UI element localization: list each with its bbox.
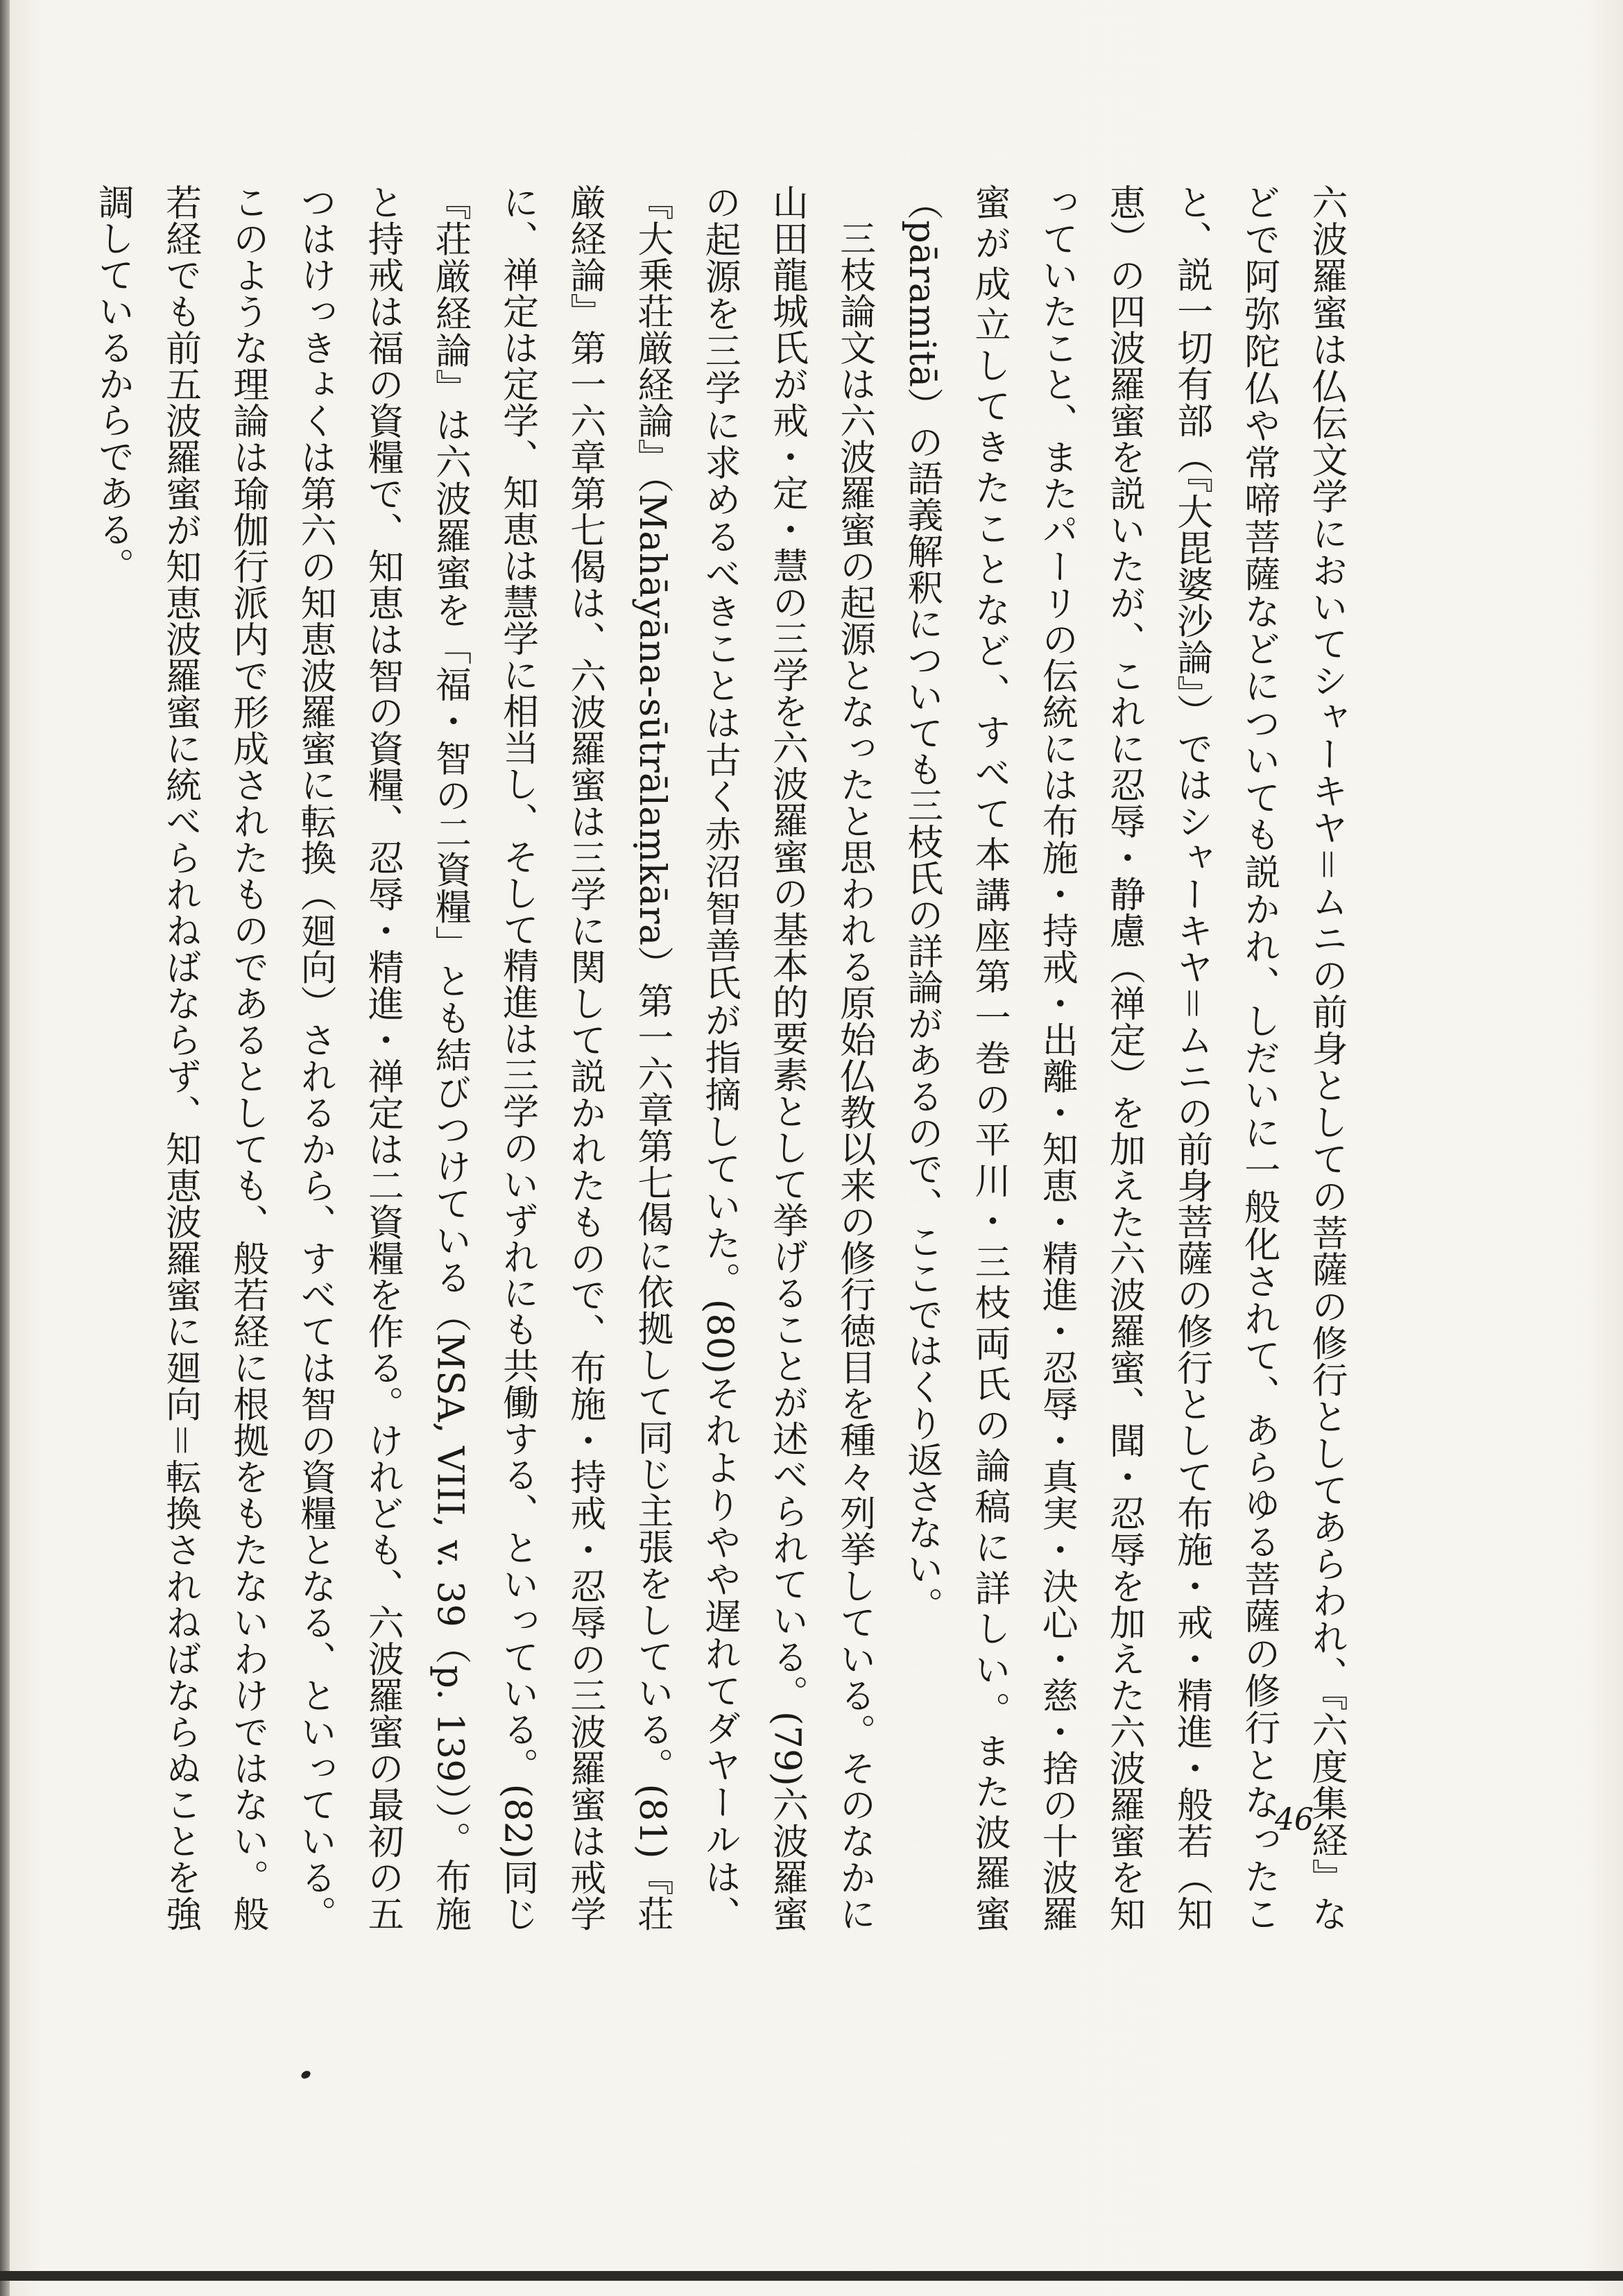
vertical-text-block bbox=[78, 184, 1359, 1932]
ink-speck bbox=[300, 2069, 311, 2080]
page-number: 46 bbox=[1275, 1802, 1314, 1837]
binding-shadow bbox=[0, 0, 10, 2296]
paragraph-1: 六波羅蜜は仏伝文学においてシャーキヤ＝ムニの前身としての菩薩の修行としてあらわれ、『六度集経』などで阿弥陀仏や常啼菩薩などについても説かれ、しだいに一般化されて、あらゆる菩薩の修行となったこと、説一切有部（『大毘婆沙論』）ではシャーキヤ＝ムニの前身菩薩の修行として布施・戒・精進・般若（知恵）の四波羅蜜を説いたが、これに忍辱・静慮（禅定）を加えた六波羅蜜、聞・忍辱を加えた六波羅蜜を知っていたこと、またパーリの伝統には布施・持戒・出離・知恵・精進・忍辱・真実・決心・慈・捨の十波羅蜜が成立してきたことなど、すべて本講座第一巻の平川・三枝両氏の論稿に詳しい。また波羅蜜（pāramitā）の語義解釈についても三枝氏の詳論があるので、ここではくり返さない。 bbox=[900, 184, 1347, 1932]
scan-bottom-edge bbox=[0, 2271, 1623, 2281]
paragraph-2: 三枝論文は六波羅蜜の起源となったと思われる原始仏教以来の修行徳目を種々列挙している。そのなかに山田龍城氏が戒・定・慧の三学を六波羅蜜の基本的要素として挙げることが述べられている。(79)六波羅蜜の起源を三学に求めるべきことは古く赤沼智善氏が指摘していた。(80)それよりやや遅れてダヤールは、『大乗荘厳経論』（Mahāyāna-sūtrālaṃkāra）第一六章第七偈に依拠して同じ主張をしている。(81)『荘厳経論』第一六章第七偈は、六波羅蜜は三学に関して説かれたもので、布施・持戒・忍辱の三波羅蜜は戒学に、禅定は定学、知恵は慧学に相当し、そして精進は三学のいずれにも共働する、といっている。(82)同じ『荘厳経論』は六波羅蜜を「福・智の二資糧」とも結びつけている（MSA, VIII, v. 39（p. 139））。布施と持戒は福の資糧で、知恵は智の資糧、忍辱・精進・禅定は二資糧を作る。けれども、六波羅蜜の最初の五つはけっきょくは第六の知恵波羅蜜に転換（廻向）されるから、すべては智の資糧となる、といっている。このような理論は瑜伽行派内で形成されたものであるとしても、般若経に根拠をもたないわけではない。般若経でも前五波羅蜜が知恵波羅蜜に統べられねばならず、知恵波羅蜜に廻向＝転換されねばならぬことを強調しているからである。 bbox=[92, 184, 875, 1933]
